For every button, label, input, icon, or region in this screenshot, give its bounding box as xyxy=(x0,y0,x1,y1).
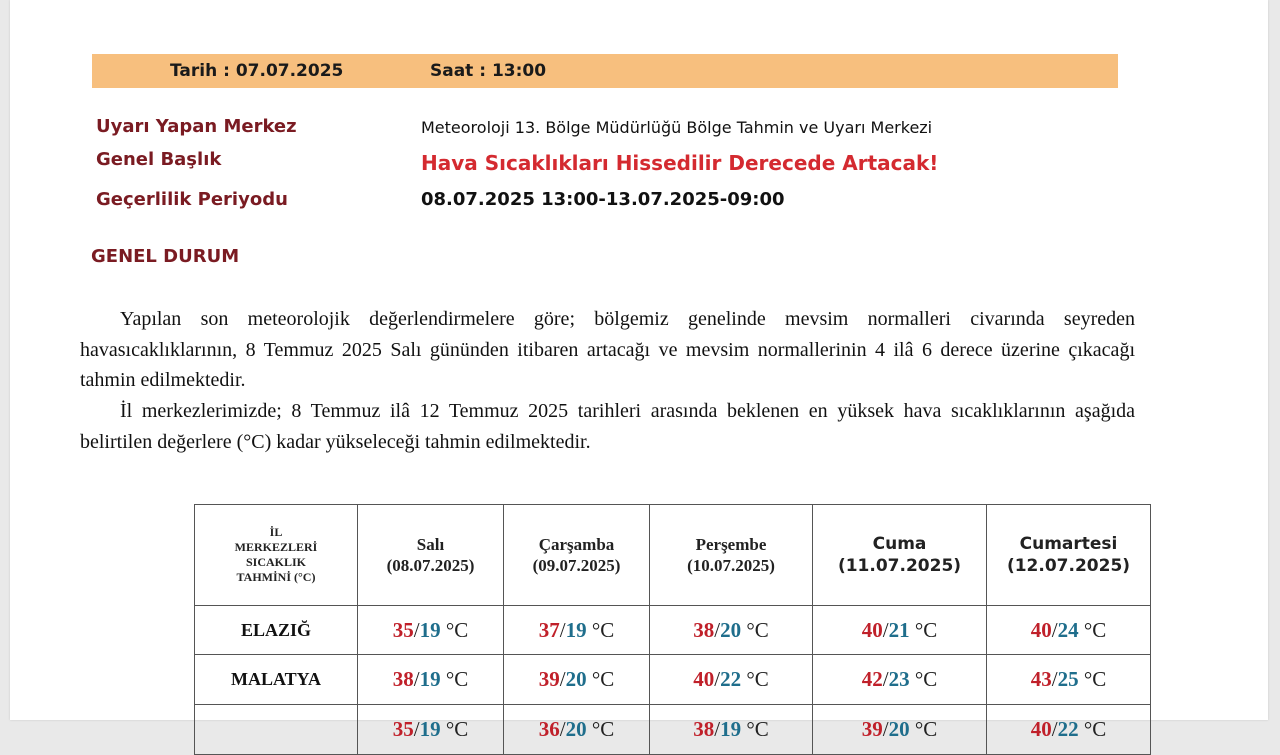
day-name: Cumartesi xyxy=(1019,534,1118,554)
day-date: (09.07.2025) xyxy=(532,556,621,575)
corner-line: İL xyxy=(269,525,283,539)
temp-low: 19 xyxy=(720,717,742,741)
day-header-wed xyxy=(504,505,650,606)
temp-high: 35 xyxy=(392,717,414,741)
temp-low: 20 xyxy=(565,717,587,741)
temp-high: 43 xyxy=(1030,667,1052,691)
temp-high: 38 xyxy=(693,717,715,741)
day-header-tue xyxy=(358,505,504,606)
temp-unit: °C xyxy=(591,717,615,741)
city-name: MALATYA xyxy=(195,655,358,705)
day-name: Çarşamba xyxy=(538,535,615,554)
temp-separator: / xyxy=(714,617,721,642)
temp-high: 36 xyxy=(538,717,560,741)
temp-unit: °C xyxy=(914,717,938,741)
temp-separator: / xyxy=(714,667,721,691)
temp-separator: / xyxy=(413,667,420,691)
corner-header xyxy=(195,505,358,606)
temp-unit: °C xyxy=(445,667,469,691)
issue-date: Tarih : 07.07.2025 xyxy=(170,61,344,81)
city-name: ELAZIĞ xyxy=(195,606,358,655)
paragraph-1: Yapılan son meteorolojik değerlendirmelere göre; bölgemiz genelinde mevsim normalleri civarında seyreden havasıcaklıklarının, 8 Temmuz 2025 Salı gününden itibaren artacağı ve mevsim normallerinin 4 ilâ 6 derece üzerine çıkacağı tahmin edilmektedir. xyxy=(80,308,1135,391)
temp-unit: °C xyxy=(591,617,615,642)
temp-cell xyxy=(650,705,813,755)
temp-high: 40 xyxy=(1030,717,1052,741)
day-name: Cuma xyxy=(872,534,927,554)
temp-cell xyxy=(987,705,1151,755)
temp-low: 22 xyxy=(1057,717,1079,741)
corner-line: MERKEZLERİ xyxy=(234,540,318,554)
day-header-fri xyxy=(813,505,987,606)
day-date: (08.07.2025) xyxy=(386,556,475,575)
temp-cell xyxy=(358,655,504,705)
temp-separator: / xyxy=(1051,667,1058,691)
temp-high: 39 xyxy=(538,667,560,691)
temp-unit: °C xyxy=(1083,717,1107,741)
temp-separator: / xyxy=(559,667,566,691)
temp-low: 21 xyxy=(888,617,910,642)
temp-unit: °C xyxy=(746,617,769,642)
day-header-text xyxy=(358,534,503,576)
temp-cell xyxy=(358,606,504,655)
temp-high: 40 xyxy=(693,667,715,691)
corner-line: TAHMİNİ (°C) xyxy=(236,570,316,584)
table-row xyxy=(195,705,1151,755)
temp-separator: / xyxy=(559,717,566,741)
temp-low: 24 xyxy=(1057,617,1079,642)
paragraph-2: İl merkezlerimizde; 8 Temmuz ilâ 12 Temmuz 2025 tarihleri arasında beklenen en yüksek hava sıcaklıklarının aşağıda belirtilen değerlere (°C) kadar yükseleceği tahmin edilmektedir. xyxy=(80,400,1135,453)
day-date: (12.07.2025) xyxy=(1006,556,1131,576)
temp-cell xyxy=(650,606,813,655)
temp-cell xyxy=(813,606,987,655)
temp-high: 40 xyxy=(861,617,883,642)
day-name: Salı xyxy=(416,535,445,554)
temp-separator: / xyxy=(882,617,889,642)
temp-low: 20 xyxy=(888,717,910,741)
temp-low: 20 xyxy=(720,617,742,642)
temp-low: 19 xyxy=(419,717,441,741)
date-time-bar xyxy=(92,54,1118,88)
day-header-sat xyxy=(987,505,1151,606)
meta-value-center: Meteoroloji 13. Bölge Müdürlüğü Bölge Tahmin ve Uyarı Merkezi xyxy=(421,118,933,137)
day-header-thu xyxy=(650,505,813,606)
temp-unit: °C xyxy=(1083,667,1107,691)
temp-separator: / xyxy=(714,717,721,741)
warning-headline: Hava Sıcaklıkları Hissedilir Derecede Artacak! xyxy=(421,151,939,175)
temp-low: 19 xyxy=(565,617,587,642)
meta-label-period: Geçerlilik Periyodu xyxy=(96,189,288,210)
temp-separator: / xyxy=(882,717,889,741)
temp-high: 39 xyxy=(861,717,883,741)
temp-low: 23 xyxy=(888,667,910,691)
temp-unit: °C xyxy=(746,667,769,691)
day-date: (10.07.2025) xyxy=(687,556,775,575)
temp-unit: °C xyxy=(746,717,769,741)
corner-line: SICAKLIK xyxy=(245,555,307,569)
temp-high: 42 xyxy=(861,667,883,691)
forecast-table xyxy=(194,504,1151,755)
temp-cell xyxy=(813,705,987,755)
temp-high: 37 xyxy=(538,617,560,642)
corner-header-text xyxy=(195,525,357,585)
temp-unit: °C xyxy=(914,617,938,642)
day-header-text xyxy=(987,533,1150,577)
day-date: (11.07.2025) xyxy=(837,556,962,576)
temp-cell xyxy=(813,655,987,705)
temp-low: 20 xyxy=(565,667,587,691)
day-header-text xyxy=(813,533,986,577)
temp-high: 40 xyxy=(1030,617,1052,642)
table-header-row xyxy=(195,505,1151,606)
temp-low: 25 xyxy=(1057,667,1079,691)
temp-cell xyxy=(504,705,650,755)
temp-unit: °C xyxy=(445,617,469,642)
table-row xyxy=(195,655,1151,705)
temp-low: 22 xyxy=(720,667,742,691)
temp-cell xyxy=(358,705,504,755)
temp-high: 38 xyxy=(693,617,715,642)
temp-separator: / xyxy=(882,667,889,691)
day-header-text xyxy=(504,534,649,576)
temp-separator: / xyxy=(1051,717,1058,741)
temp-cell xyxy=(504,655,650,705)
meta-label-title: Genel Başlık xyxy=(96,149,222,170)
document-page xyxy=(10,0,1268,741)
issue-time: Saat : 13:00 xyxy=(430,61,547,81)
meta-label-center: Uyarı Yapan Merkez xyxy=(96,116,297,137)
temp-separator: / xyxy=(413,617,420,642)
temp-separator: / xyxy=(1051,617,1058,642)
temp-low: 19 xyxy=(419,617,441,642)
temp-cell xyxy=(987,606,1151,655)
temp-separator: / xyxy=(413,717,420,741)
temp-unit: °C xyxy=(591,667,615,691)
temp-high: 35 xyxy=(392,617,414,642)
day-header-text xyxy=(650,534,812,576)
temp-low: 19 xyxy=(419,667,441,691)
temp-cell xyxy=(650,655,813,705)
city-name xyxy=(195,705,358,755)
temp-unit: °C xyxy=(445,717,469,741)
temp-separator: / xyxy=(559,617,566,642)
day-name: Perşembe xyxy=(695,535,767,554)
meta-value-period: 08.07.2025 13:00-13.07.2025-09:00 xyxy=(421,189,785,210)
table-row xyxy=(195,606,1151,655)
temp-high: 38 xyxy=(392,667,414,691)
temp-cell xyxy=(504,606,650,655)
temp-unit: °C xyxy=(1083,617,1107,642)
temp-unit: °C xyxy=(914,667,938,691)
temp-cell xyxy=(987,655,1151,705)
section-title: GENEL DURUM xyxy=(91,246,240,267)
